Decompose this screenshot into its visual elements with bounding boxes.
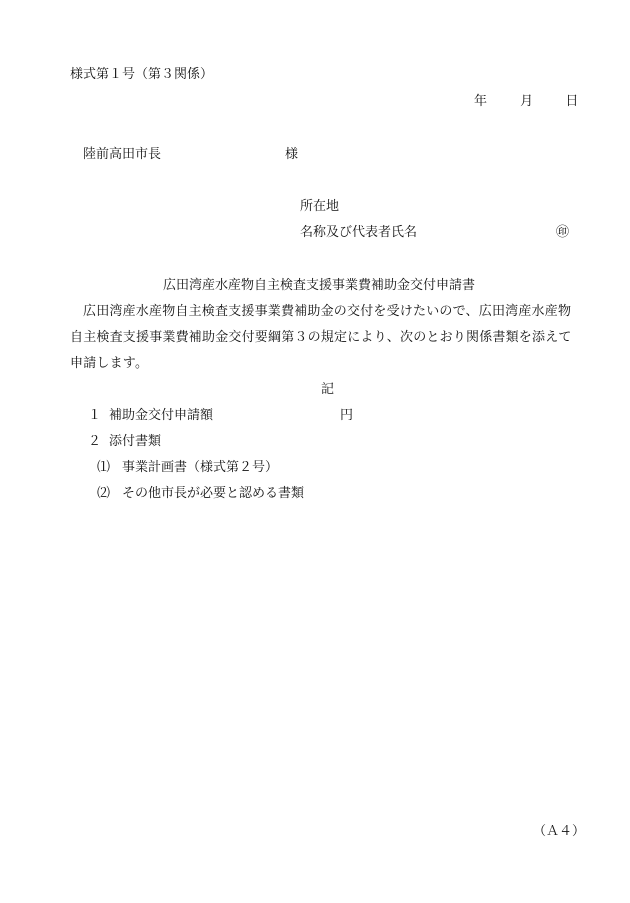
name-label: 名称及び代表者氏名 <box>300 225 418 240</box>
date-month: 月 <box>520 94 534 109</box>
ki-heading: 記 <box>321 382 335 397</box>
item-number: １ <box>88 408 102 423</box>
addressee-honorific: 様 <box>285 147 299 162</box>
subitem-label: その他市長が必要と認める書類 <box>122 486 305 501</box>
document-title: 広田湾産水産物自主検査支援事業費補助金交付申請書 <box>163 278 476 293</box>
item-label: 補助金交付申請額 <box>109 408 214 423</box>
item-unit: 円 <box>340 408 354 423</box>
date-line <box>474 95 578 108</box>
item-label: 添付書類 <box>109 434 162 449</box>
addressee-name: 陸前高田市長 <box>83 147 162 162</box>
subitem-label: 事業計画書（様式第２号） <box>122 460 279 475</box>
body-line: 申請します。 <box>70 356 149 371</box>
subitem-number: ⑴ <box>97 460 111 475</box>
item-number: ２ <box>88 434 102 449</box>
address-label: 所在地 <box>300 199 340 214</box>
paper-size-label: （Ａ４） <box>533 824 586 839</box>
body-line: 広田湾産水産物自主検査支援事業費補助金の交付を受けたいので、広田湾産水産物 <box>83 304 572 319</box>
date-day: 日 <box>565 94 579 109</box>
form-number: 様式第１号（第３関係） <box>70 67 214 82</box>
date-year: 年 <box>474 94 488 109</box>
body-line: 自主検査支援事業費補助金交付要綱第３の規定により、次のとおり関係書類を添えて <box>70 330 572 345</box>
subitem-number: ⑵ <box>97 486 111 501</box>
seal-mark: ㊞ <box>556 225 570 240</box>
